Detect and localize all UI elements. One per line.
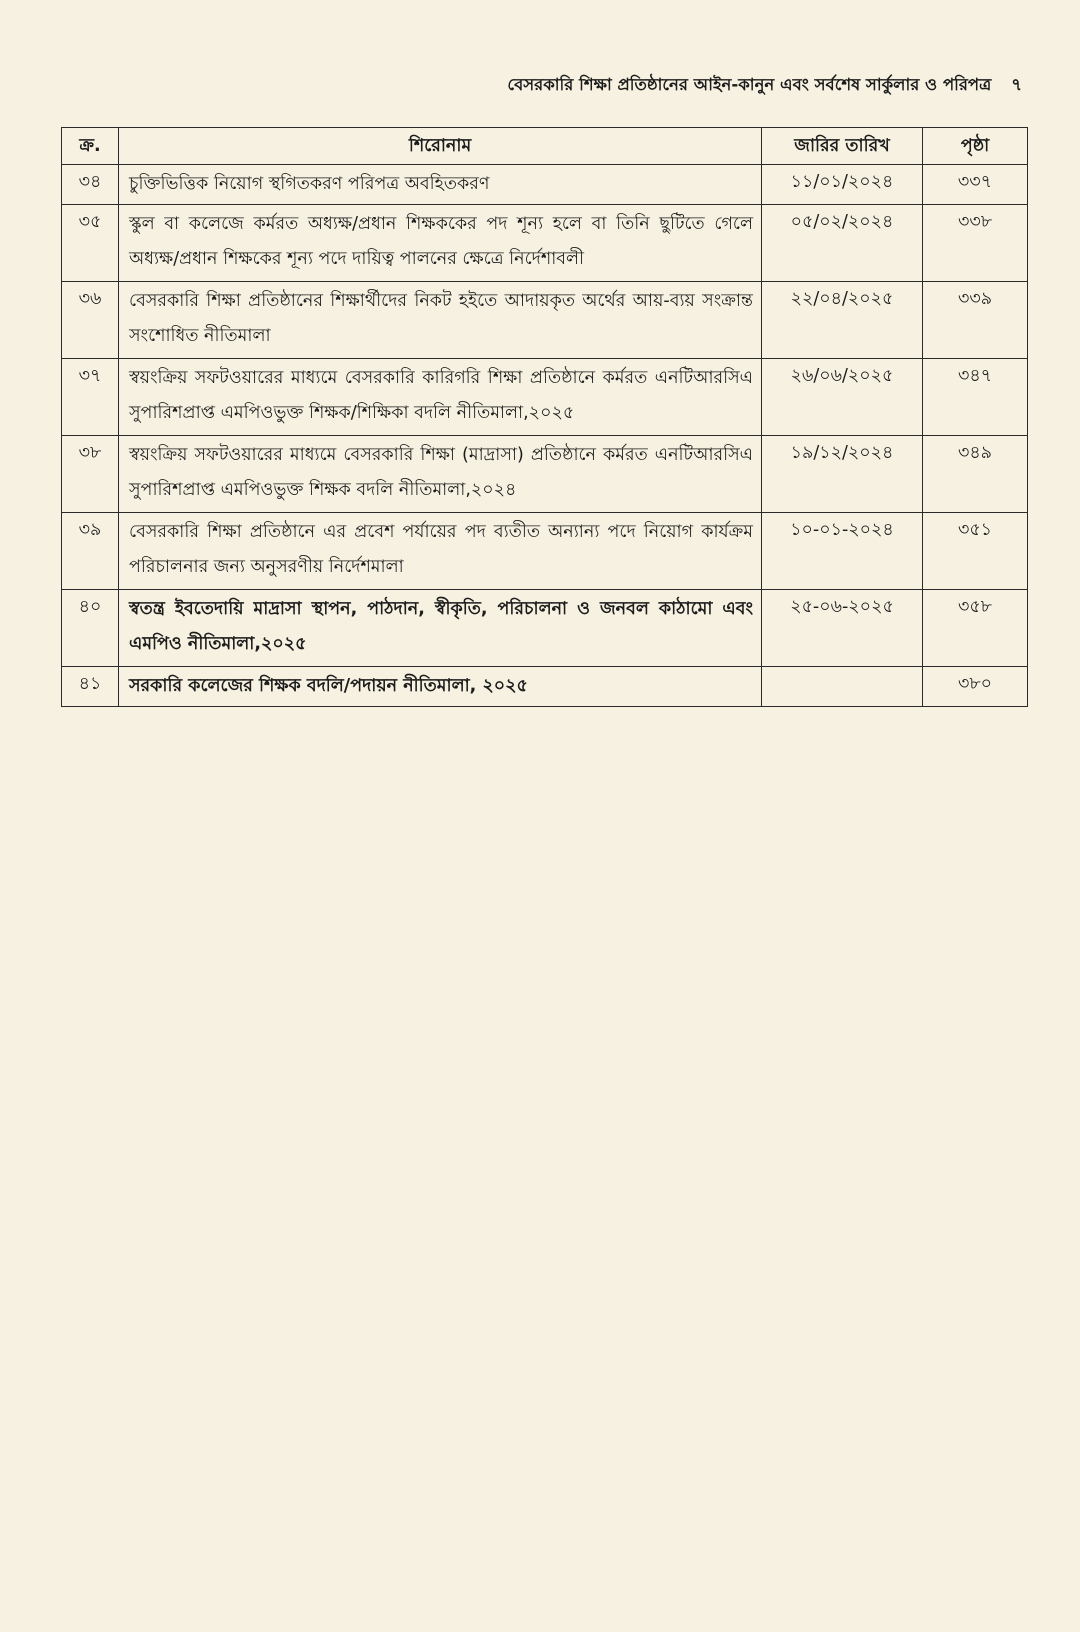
row-date: ১১/০১/২০২৪ — [762, 165, 923, 205]
page-number: ৭ — [1011, 75, 1022, 94]
row-date: ১৯/১২/২০২৪ — [762, 436, 923, 513]
row-page: ৩৮০ — [923, 667, 1028, 707]
row-date: ২৬/০৬/২০২৫ — [762, 359, 923, 436]
contents-table — [61, 127, 1028, 707]
row-page: ৩৪৯ — [923, 436, 1028, 513]
row-title: চুক্তিভিত্তিক নিয়োগ স্থগিতকরণ পরিপত্র অবহিতকরণ — [119, 165, 762, 205]
row-title: স্কুল বা কলেজে কর্মরত অধ্যক্ষ/প্রধান শিক্ষককের পদ শূন্য হলে বা তিনি ছুটিতে গেলে অধ্যক্ষ/প্রধান শিক্ষকের শূন্য পদে দায়িত্ব পালনের ক্ষেত্রে নির্দেশাবলী — [119, 205, 762, 282]
row-serial: ৪১ — [62, 667, 119, 707]
table-row — [62, 205, 1028, 282]
row-date — [762, 667, 923, 707]
row-title: বেসরকারি শিক্ষা প্রতিষ্ঠানে এর প্রবেশ পর্যায়ের পদ ব্যতীত অন্যান্য পদে নিয়োগ কার্যক্রম পরিচালনার জন্য অনুসরণীয় নির্দেশমালা — [119, 513, 762, 590]
row-date: ২৫-০৬-২০২৫ — [762, 590, 923, 667]
table-row — [62, 436, 1028, 513]
table-row — [62, 165, 1028, 205]
row-page: ৩৩৭ — [923, 165, 1028, 205]
running-title: বেসরকারি শিক্ষা প্রতিষ্ঠানের আইন-কানুন এবং সর্বশেষ সার্কুলার ও পরিপত্র — [507, 75, 992, 94]
table-row — [62, 359, 1028, 436]
row-serial: ৪০ — [62, 590, 119, 667]
row-serial: ৩৪ — [62, 165, 119, 205]
table-row — [62, 667, 1028, 707]
row-serial: ৩৬ — [62, 282, 119, 359]
row-page: ৩৫১ — [923, 513, 1028, 590]
column-header-serial: ক্র. — [62, 128, 119, 165]
row-serial: ৩৯ — [62, 513, 119, 590]
row-title: বেসরকারি শিক্ষা প্রতিষ্ঠানের শিক্ষার্থীদের নিকট হইতে আদায়কৃত অর্থের আয়-ব্যয় সংক্রান্ত সংশোধিত নীতিমালা — [119, 282, 762, 359]
running-header — [60, 72, 1022, 99]
row-title: স্বয়ংক্রিয় সফটওয়ারের মাধ্যমে বেসরকারি কারিগরি শিক্ষা প্রতিষ্ঠানে কর্মরত এনটিআরসিএ সুপারিশপ্রাপ্ত এমপিওভুক্ত শিক্ষক/শিক্ষিকা বদলি নীতিমালা,২০২৫ — [119, 359, 762, 436]
row-date: ১০-০১-২০২৪ — [762, 513, 923, 590]
row-title: স্বয়ংক্রিয় সফটওয়ারের মাধ্যমে বেসরকারি শিক্ষা (মাদ্রাসা) প্রতিষ্ঠানে কর্মরত এনটিআরসিএ সুপারিশপ্রাপ্ত এমপিওভুক্ত শিক্ষক বদলি নীতিমালা,২০২৪ — [119, 436, 762, 513]
row-page: ৩৩৯ — [923, 282, 1028, 359]
table-row — [62, 590, 1028, 667]
row-serial: ৩৫ — [62, 205, 119, 282]
column-header-issue-date: জারির তারিখ — [762, 128, 923, 165]
row-date: ২২/০৪/২০২৫ — [762, 282, 923, 359]
row-page: ৩৫৮ — [923, 590, 1028, 667]
table-row — [62, 513, 1028, 590]
row-page: ৩৩৮ — [923, 205, 1028, 282]
row-title: স্বতন্ত্র ইবতেদায়ি মাদ্রাসা স্থাপন, পাঠদান, স্বীকৃতি, পরিচালনা ও জনবল কাঠামো এবং এমপিও নীতিমালা,২০২৫ — [119, 590, 762, 667]
column-header-title: শিরোনাম — [119, 128, 762, 165]
column-header-page: পৃষ্ঠা — [923, 128, 1028, 165]
table-row — [62, 282, 1028, 359]
row-title: সরকারি কলেজের শিক্ষক বদলি/পদায়ন নীতিমালা, ২০২৫ — [119, 667, 762, 707]
table-header-row — [62, 128, 1028, 165]
row-serial: ৩৮ — [62, 436, 119, 513]
row-serial: ৩৭ — [62, 359, 119, 436]
row-date: ০৫/০২/২০২৪ — [762, 205, 923, 282]
row-page: ৩৪৭ — [923, 359, 1028, 436]
